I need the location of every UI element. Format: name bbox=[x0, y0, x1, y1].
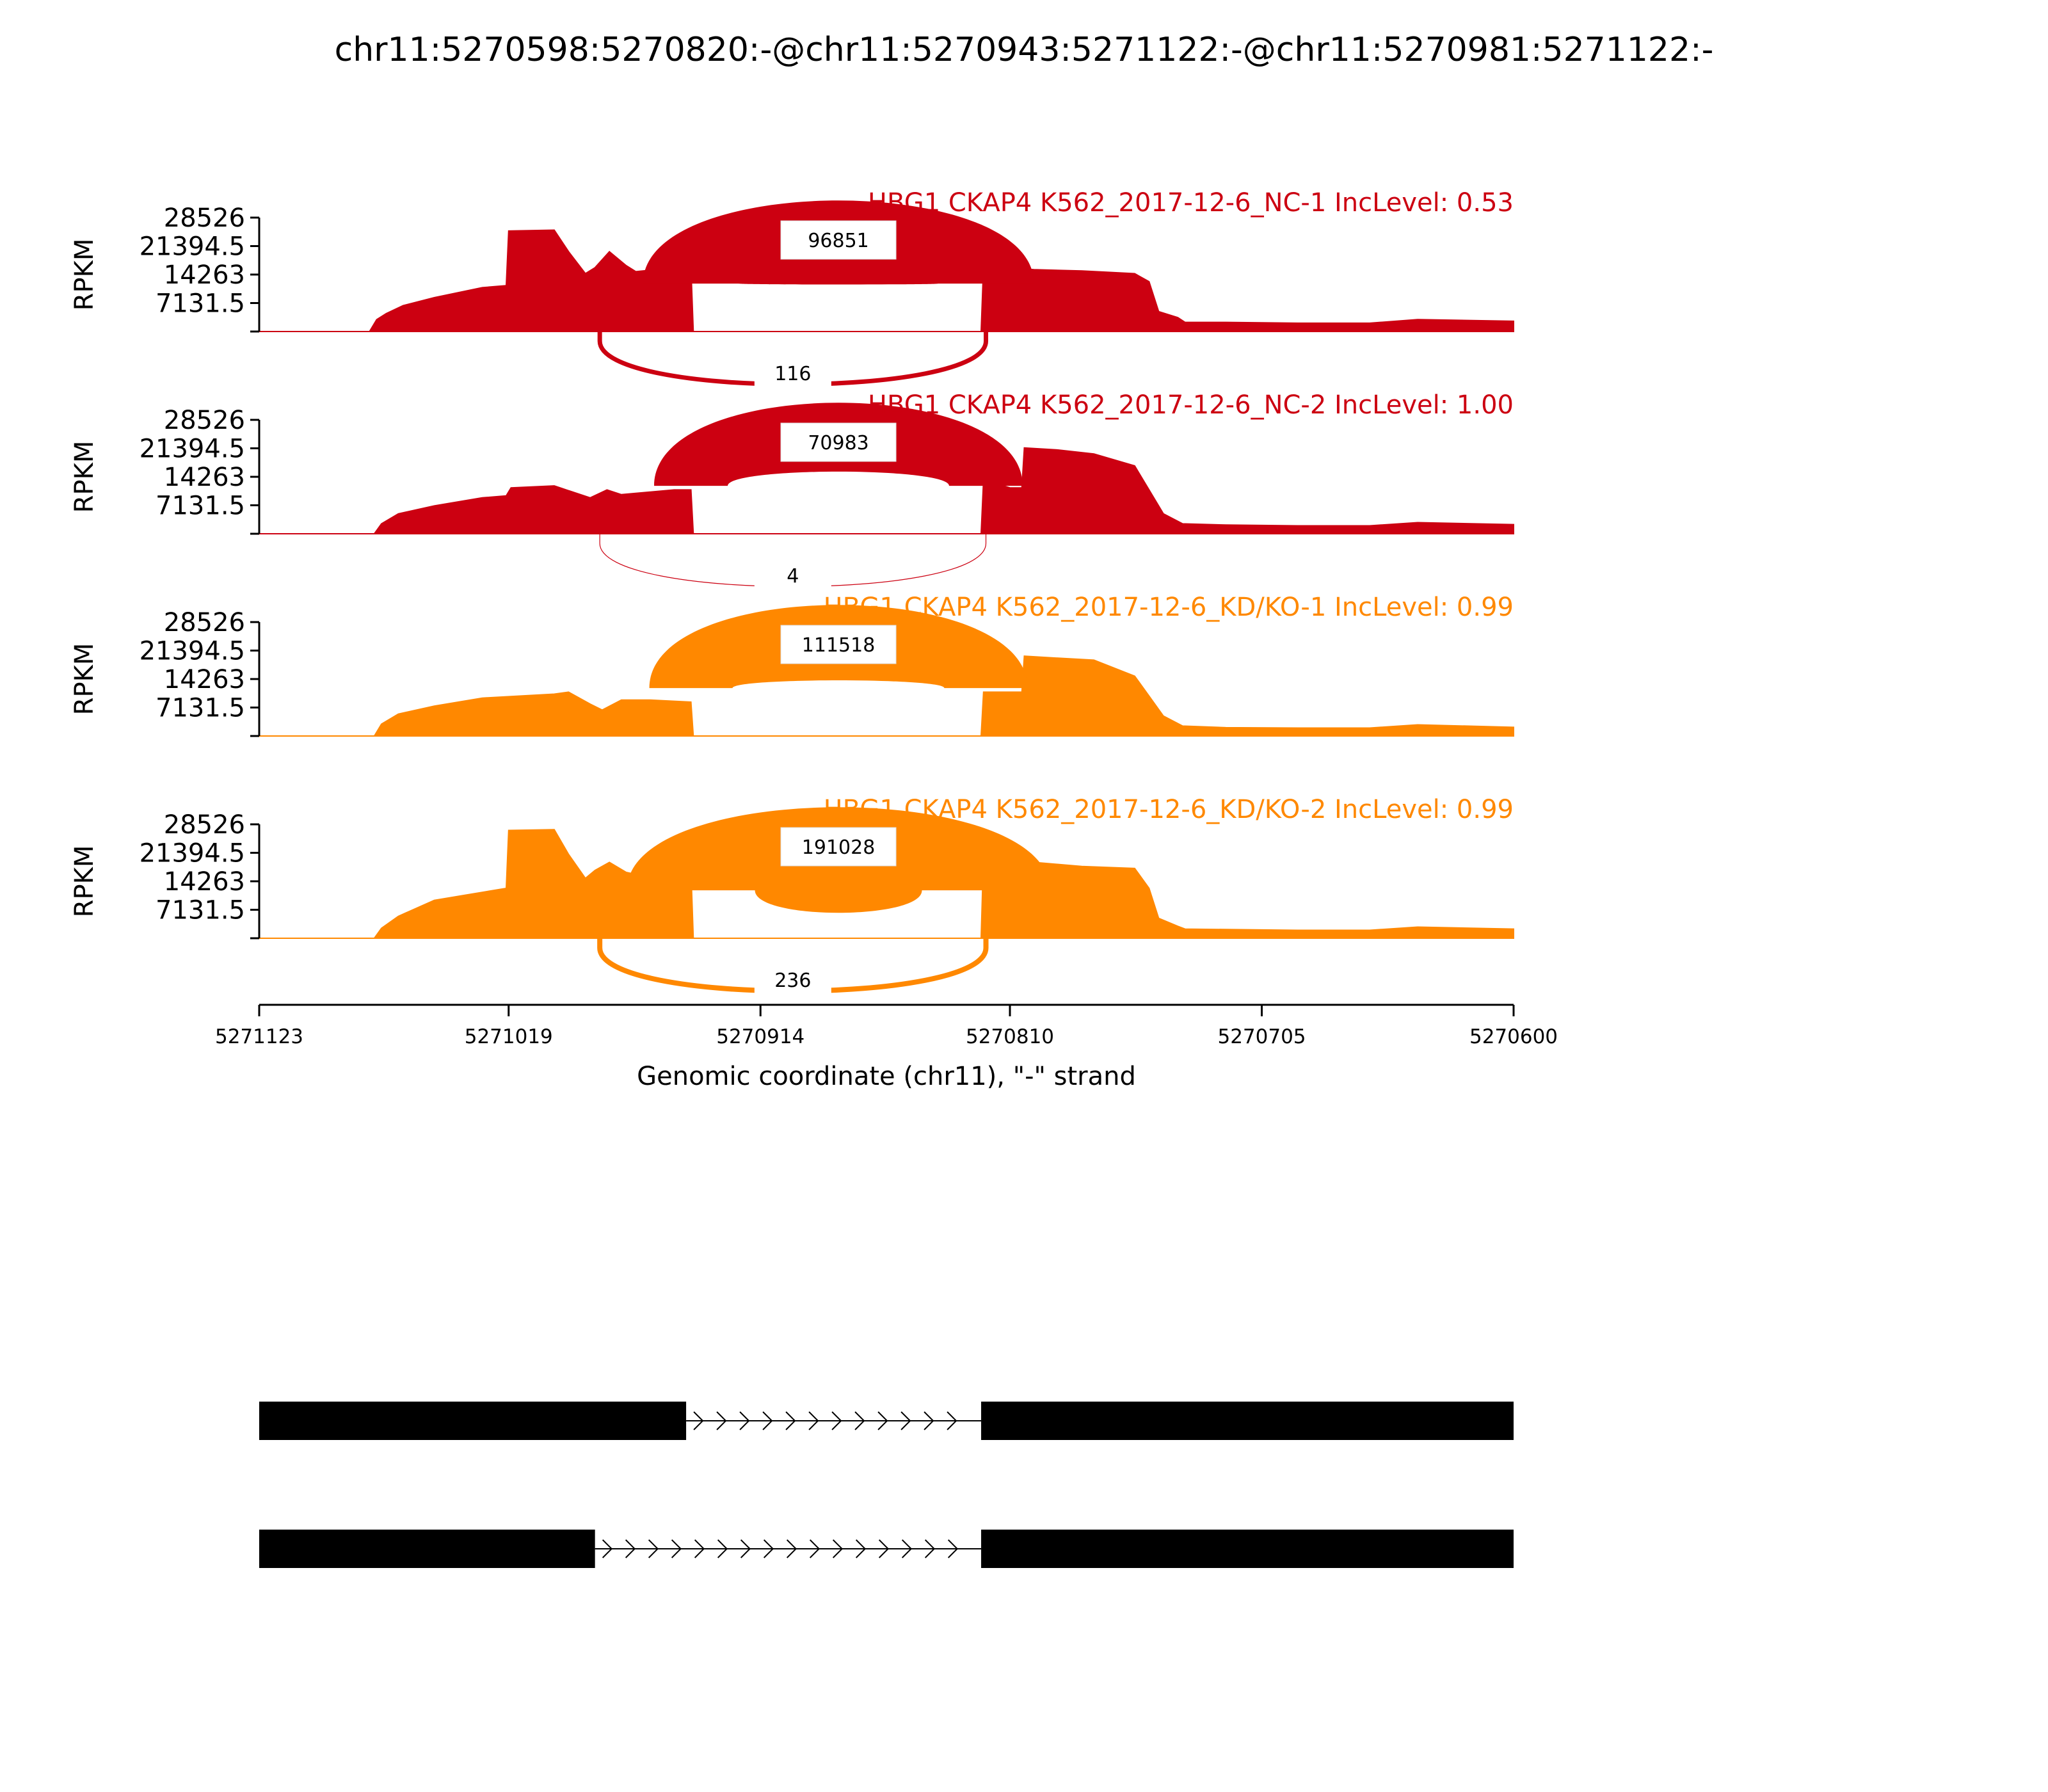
x-tick-label: 5270705 bbox=[1217, 1025, 1306, 1048]
x-tick-label: 5270914 bbox=[716, 1025, 805, 1048]
y-tick-label: 21394.5 bbox=[139, 636, 245, 666]
track-label: HBG1 CKAP4 K562_2017-12-6_KD/KO-2 IncLevel: 0.99 bbox=[823, 795, 1514, 824]
y-tick-label: 7131.5 bbox=[156, 289, 245, 319]
y-tick-label: 21394.5 bbox=[139, 434, 245, 464]
junction-count-label: 111518 bbox=[801, 634, 876, 657]
y-tick-label: 14263 bbox=[163, 463, 245, 492]
x-tick-label: 5270810 bbox=[965, 1025, 1055, 1048]
track-label: HBG1 CKAP4 K562_2017-12-6_NC-1 IncLevel: 0.53 bbox=[867, 188, 1514, 218]
chart-title: chr11:5270598:5270820:-@chr11:5270943:5271122:-@chr11:5270981:5271122:- bbox=[334, 31, 1714, 69]
y-tick-label: 14263 bbox=[163, 867, 245, 897]
x-tick-label: 5271019 bbox=[464, 1025, 553, 1048]
y-tick-label: 21394.5 bbox=[139, 838, 245, 868]
track-label: HBG1 CKAP4 K562_2017-12-6_KD/KO-1 IncLevel: 0.99 bbox=[823, 593, 1514, 622]
y-tick-label: 7131.5 bbox=[156, 491, 245, 521]
exon-block bbox=[259, 1402, 686, 1440]
y-tick-label: 14263 bbox=[163, 665, 245, 694]
junction-count-label: 191028 bbox=[801, 836, 876, 859]
y-tick-label: 28526 bbox=[163, 204, 245, 233]
y-axis-label: RPKM bbox=[70, 643, 99, 716]
junction-count-label: 96851 bbox=[808, 230, 869, 252]
y-tick-label: 28526 bbox=[163, 810, 245, 840]
y-tick-label: 14263 bbox=[163, 260, 245, 290]
junction-count-label: 236 bbox=[774, 970, 812, 992]
junction-count-label: 70983 bbox=[808, 432, 869, 454]
y-tick-label: 7131.5 bbox=[156, 693, 245, 723]
x-tick-label: 5270600 bbox=[1469, 1025, 1558, 1048]
x-tick-label: 5271123 bbox=[214, 1025, 304, 1048]
track-label: HBG1 CKAP4 K562_2017-12-6_NC-2 IncLevel: 1.00 bbox=[867, 390, 1514, 420]
junction-count-label: 4 bbox=[787, 565, 799, 588]
y-axis-label: RPKM bbox=[70, 238, 99, 311]
junction-count-label: 116 bbox=[774, 363, 812, 385]
y-tick-label: 28526 bbox=[163, 406, 245, 435]
exon-block bbox=[259, 1530, 595, 1568]
y-tick-label: 7131.5 bbox=[156, 895, 245, 925]
y-axis-label: RPKM bbox=[70, 440, 99, 513]
y-tick-label: 28526 bbox=[163, 608, 245, 637]
y-tick-label: 21394.5 bbox=[139, 232, 245, 262]
x-axis-label: Genomic coordinate (chr11), "-" strand bbox=[637, 1062, 1136, 1091]
y-axis-label: RPKM bbox=[70, 845, 99, 918]
exon-block bbox=[981, 1530, 1514, 1568]
exon-block bbox=[981, 1402, 1514, 1440]
